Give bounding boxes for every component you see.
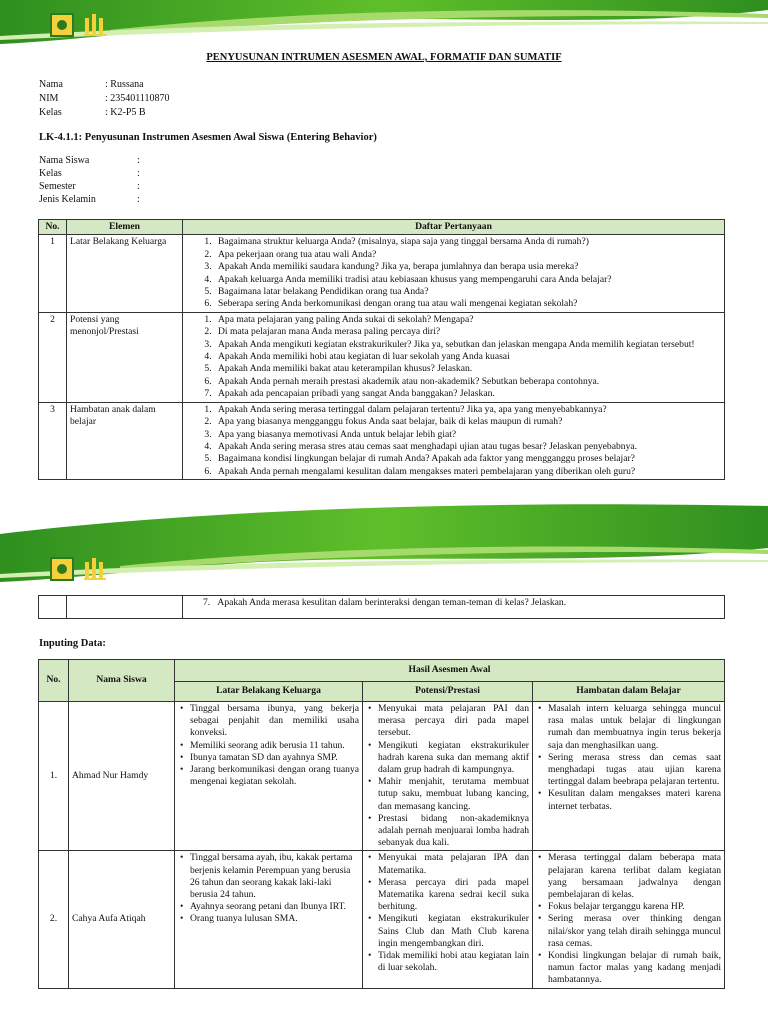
question-item: 4. Apakah Anda memiliki hobi atau kegiatan di luar sekolah yang Anda kuasai [214, 351, 721, 363]
col-header-latar: Latar Belakang Keluarga [175, 682, 363, 702]
row-element [67, 596, 183, 619]
row-number [39, 596, 67, 619]
col-header-elemen: Elemen [67, 220, 183, 235]
question-item: 2. Di mata pelajaran mana Anda merasa paling percaya diri? [214, 326, 721, 338]
identity-value: : K2-P5 B [105, 107, 146, 118]
list-item: • Memiliki seorang adik berusia 11 tahun. [190, 740, 359, 752]
question-item: 5. Bagaimana kondisi lingkungan belajar di rumah Anda? Apakah ada faktor yang mengganggu proses belajar? [214, 453, 721, 465]
questions-table [38, 219, 725, 480]
col-header-no: No. [39, 220, 67, 235]
page-title: PENYUSUNAN INTRUMEN ASESMEN AWAL, FORMATIF DAN SUMATIF [206, 52, 562, 63]
question-item: 4. Apakah Anda sering merasa stres atau cemas saat menghadapi ujian atau tugas besar? Jelaskan penyebabnya. [214, 441, 721, 453]
field-row [39, 180, 140, 193]
question-list-cell [183, 402, 725, 479]
row-number: 1. [39, 702, 69, 851]
student-fields [39, 154, 140, 206]
row-number: 2. [39, 851, 69, 988]
list-item: • Merasa percaya diri pada mapel Matematika karena sedrai kecil suka berhitung. [378, 877, 529, 914]
identity-value: : Russana [105, 79, 144, 90]
question-item: 3. Apakah Anda mengikuti kegiatan ekstrakurikuler? Jika ya, sebutkan dan jelaskan mengapa Anda memilih kegiatan tersebut! [214, 339, 721, 351]
list-item: • Masalah intern keluarga sehingga muncul rasa malas untuk belajar di lingkungan rumah dan membuatnya ingin terus bekerja saja dan menghasilkan uang. [548, 703, 721, 752]
potensi-cell [363, 702, 533, 851]
ministry-emblem-icon [48, 556, 76, 582]
list-item: • Fokus belajar terganggu karena HP. [548, 901, 721, 913]
question-item: 5. Apakah Anda memiliki bakat atau keterampilan khusus? Jelaskan. [214, 363, 721, 375]
green-wave-decoration [0, 0, 768, 46]
identity-row [39, 106, 170, 120]
list-item: • Tidak memiliki hobi atau kegiatan lain di luar sekolah. [378, 950, 529, 974]
question-item: Apakah Anda merasa kesulitan dalam berinteraksi dengan teman-teman di kelas? Jelaskan. [217, 597, 567, 608]
table-row [39, 596, 725, 619]
table-row [39, 851, 725, 988]
col-header-no: No. [39, 660, 69, 702]
table-row [39, 235, 725, 312]
field-key: Kelas [39, 168, 62, 179]
assessment-results-table [38, 659, 725, 989]
list-item: • Tinggal bersama ayah, ibu, kakak pertama berjenis kelamin Perempuan yang berusia 26 tahun dan seorang kakak laki-laki berusia 24 tahun. [190, 852, 359, 901]
field-value: : [137, 181, 140, 192]
col-header-daftar: Daftar Pertanyaan [183, 220, 725, 235]
field-row [39, 154, 140, 167]
question-item: 2. Apa yang biasanya mengganggu fokus Anda saat belajar, baik di kelas maupun di rumah? [214, 416, 721, 428]
question-item: 6. Seberapa sering Anda berkomunikasi dengan orang tua atau wali mengenai kegiatan sekolah? [214, 298, 721, 310]
university-logo-icon [82, 12, 110, 38]
table-row [39, 312, 725, 402]
row-element: Hambatan anak dalam belajar [67, 402, 183, 479]
col-header-nama: Nama Siswa [69, 660, 175, 702]
question-item: 3. Apa yang biasanya memotivasi Anda untuk belajar lebih giat? [214, 429, 721, 441]
row-number: 3 [39, 402, 67, 479]
row-element: Potensi yang menonjol/Prestasi [67, 312, 183, 402]
latar-cell [175, 702, 363, 851]
question-item: 4. Apakah keluarga Anda memiliki tradisi atau kebiasaan khusus yang mempengaruhi cara Anda belajar? [214, 274, 721, 286]
identity-value: : 235401110870 [105, 93, 170, 104]
table-row [39, 702, 725, 851]
student-name: Ahmad Nur Hamdy [69, 702, 175, 851]
col-header-hambatan: Hambatan dalam Belajar [533, 682, 725, 702]
table-row [39, 402, 725, 479]
list-item: • Mengikuti kegiatan ekstrakurikuler Sains Club dan Math Club karena ingin mengembangkan diri. [378, 913, 529, 950]
hambatan-cell [533, 851, 725, 988]
list-item: • Ibunya tamatan SD dan ayahnya SMP. [190, 752, 359, 764]
field-value: : [137, 168, 140, 179]
question-item: 5. Bagaimana latar belakang Pendidikan orang tua Anda? [214, 286, 721, 298]
question-item: 6. Apakah Anda pernah mengalami kesulitan dalam mengakses materi pembelajaran yang diberikan oleh guru? [214, 466, 721, 478]
field-row [39, 193, 140, 206]
question-item: 2. Apa pekerjaan orang tua atau wali Anda? [214, 249, 721, 261]
identity-block [39, 78, 170, 120]
list-item: • Sering merasa over thinking dengan nilai/skor yang telah diraih sehingga muncul rasa cemas. [548, 913, 721, 950]
list-item: • Kesulitan dalam mengakses materi karena internet terbatas. [548, 788, 721, 812]
field-row [39, 167, 140, 180]
question-number: 7 [203, 597, 208, 608]
list-item: • Sering merasa stress dan cemas saat menghadapi tugas atau ujian karena tertinggal dalam beebrapa pelajaran tertentu. [548, 752, 721, 789]
question-item: 3. Apakah Anda memiliki saudara kandung? Jika ya, berapa jumlahnya dan berapa usia mereka? [214, 261, 721, 273]
question-item: 1. Apa mata pelajaran yang paling Anda sukai di sekolah? Mengapa? [214, 314, 721, 326]
list-item: • Tinggal bersama ibunya, yang bekerja sebagai penjahit dan memiliki usaha konveksi. [190, 703, 359, 740]
identity-row [39, 78, 170, 92]
question-list-cell [183, 312, 725, 402]
question-list-cell: 7. Apakah Anda merasa kesulitan dalam berinteraksi dengan teman-teman di kelas? Jelaskan. [183, 596, 725, 619]
identity-key: Kelas [39, 107, 62, 118]
question-list-cell [183, 235, 725, 312]
header-wave-band [0, 0, 768, 46]
input-data-title: Inputing Data: [39, 638, 106, 649]
list-item: • Prestasi bidang non-akademiknya adalah pernah menjuarai lomba hadrah sebanyak dua kali. [378, 813, 529, 850]
list-item: • Orang tuanya lulusan SMA. [190, 913, 359, 925]
list-item: • Merasa tertinggal dalam beberapa mata pelajaran karena terlibat dalam kegiatan yang bersamaan jadwalnya dengan pembelajaran di kelas. [548, 852, 721, 901]
col-header-potensi: Potensi/Prestasi [363, 682, 533, 702]
questions-table-continued [38, 595, 725, 619]
latar-cell [175, 851, 363, 988]
identity-row [39, 92, 170, 106]
identity-key: Nama [39, 79, 63, 90]
question-item: 6. Apakah Anda pernah meraih prestasi akademik atau non-akademik? Sebutkan beberapa contohnya. [214, 376, 721, 388]
question-item: 1. Apakah Anda sering merasa tertinggal dalam pelajaran tertentu? Jika ya, apa yang menyebabkannya? [214, 404, 721, 416]
identity-key: NIM [39, 93, 59, 104]
field-key: Nama Siswa [39, 155, 90, 166]
list-item: • Ayahnya seorang petani dan Ibunya IRT. [190, 901, 359, 913]
list-item: • Kondisi lingkungan belajar di rumah baik, namun factor malas yang kadang menjadi hambatannya. [548, 950, 721, 987]
hambatan-cell [533, 702, 725, 851]
list-item: • Jarang berkomunikasi dengan orang tuanya mengenai kegiatan sekolah. [190, 764, 359, 788]
field-value: : [137, 194, 140, 205]
section-title: LK-4.1.1: Penyusunan Instrumen Asesmen Awal Siswa (Entering Behavior) [39, 132, 377, 143]
list-item: • Menyukai mata pelajaran PAI dan merasa percaya diri pada mapel tersebut. [378, 703, 529, 740]
ministry-emblem-icon [48, 12, 76, 38]
col-header-hasil: Hasil Asesmen Awal [175, 660, 725, 682]
question-item: 7. Apakah ada pencapaian pribadi yang sangat Anda banggakan? Jelaskan. [214, 388, 721, 400]
field-value: : [137, 155, 140, 166]
field-key: Jenis Kelamin [39, 194, 96, 205]
page-break-band [0, 494, 768, 590]
list-item: • Menyukai mata pelajaran IPA dan Matematika. [378, 852, 529, 876]
list-item: • Mengikuti kegiatan ekstrakurikuler hadrah karena suka dan memang aktif dalam grup hadrah di kampungnya. [378, 740, 529, 777]
question-item: 1. Bagaimana struktur keluarga Anda? (misalnya, siapa saja yang tinggal bersama Anda di rumah?) [214, 236, 721, 248]
row-element: Latar Belakang Keluarga [67, 235, 183, 312]
field-key: Semester [39, 181, 76, 192]
university-logo-icon [82, 556, 110, 582]
row-number: 1 [39, 235, 67, 312]
list-item: • Mahir menjahit, terutama membuat tutup saku, membuat lubang kancing, dan memasang kancing. [378, 776, 529, 813]
row-number: 2 [39, 312, 67, 402]
green-wave-decoration [0, 494, 768, 590]
student-name: Cahya Aufa Atiqah [69, 851, 175, 988]
potensi-cell [363, 851, 533, 988]
